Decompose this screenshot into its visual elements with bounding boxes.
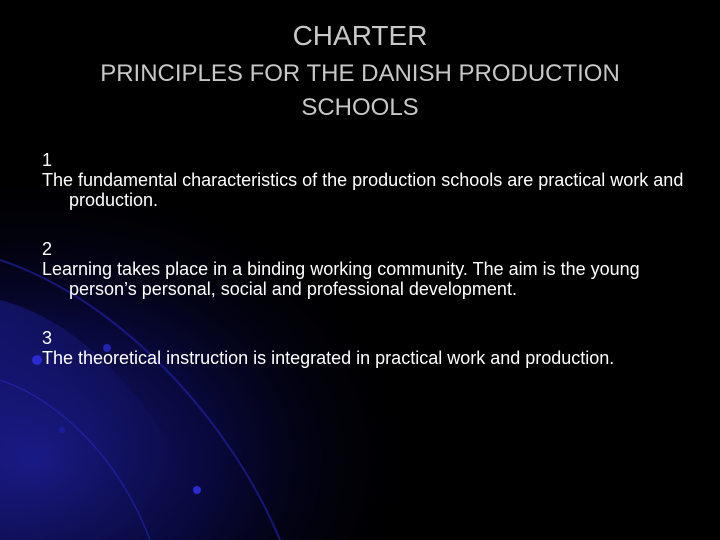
principle-item (42, 150, 702, 210)
blue-dot (32, 355, 42, 365)
blue-dot (59, 427, 65, 433)
principles-list (42, 150, 702, 397)
principle-number: 3 (42, 328, 53, 348)
slide-subtitle: PRINCIPLES FOR THE DANISH PRODUCTION SCHOOLS (100, 60, 620, 121)
principle-text: The theoretical instruction is integrated in practical work and production. (42, 348, 615, 368)
blue-dot (193, 486, 201, 494)
principle-number: 1 (42, 150, 53, 170)
principle-item (42, 239, 702, 299)
principle-item (42, 328, 702, 368)
principle-text: Learning takes place in a binding working community. The aim is the young person’s personal, social and professional development. (42, 259, 640, 299)
principle-text: The fundamental characteristics of the production schools are practical work and production. (42, 170, 684, 210)
slide-title: CHARTER (292, 20, 428, 51)
principle-number: 2 (42, 239, 53, 259)
